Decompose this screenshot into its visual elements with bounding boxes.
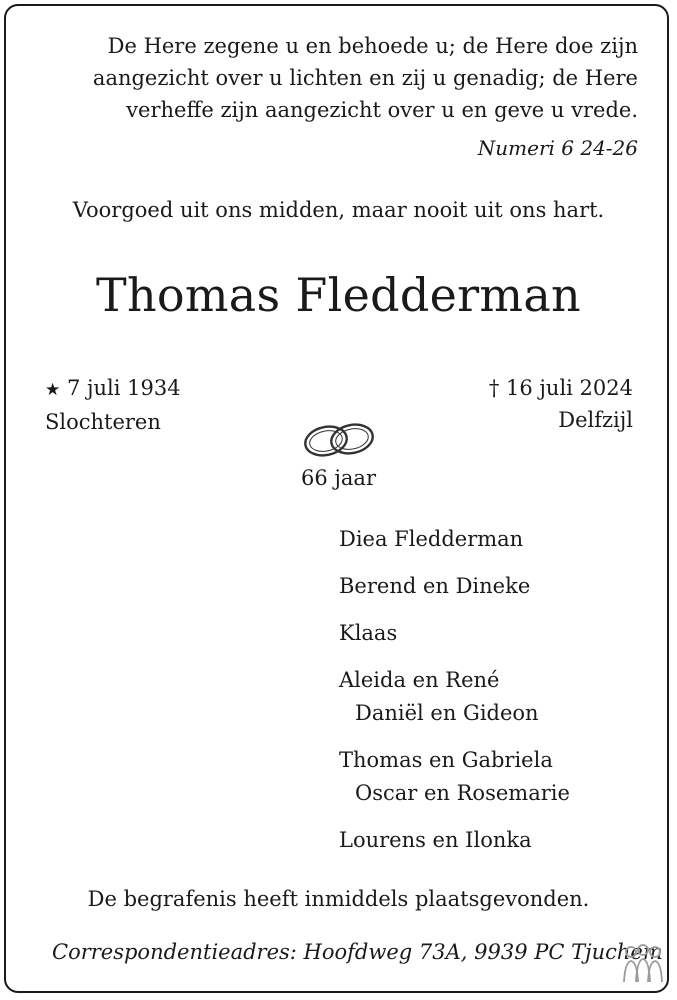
- list-item: [339, 617, 570, 650]
- bible-verse: [60, 30, 638, 126]
- birth-info: [45, 372, 181, 438]
- birth-date: 7 juli 1934: [66, 376, 181, 400]
- death-place: Delfzijl: [558, 408, 633, 432]
- family-member: Aleida en René: [339, 668, 500, 692]
- death-date: 16 juli 2024: [506, 376, 633, 400]
- verse-line: aangezicht over u lichten en zij u genadig; de Here: [92, 66, 638, 90]
- marriage-years: 66 jaar: [301, 466, 376, 490]
- verse-line: verheffe zijn aangezicht over u en geve u vrede.: [126, 98, 638, 122]
- motto: Voorgoed uit ons midden, maar nooit uit ons hart.: [72, 198, 605, 222]
- list-item: [339, 570, 570, 603]
- family-member: Berend en Dineke: [339, 574, 531, 598]
- list-item: [339, 664, 570, 730]
- people-logo-icon: [621, 944, 665, 990]
- funeral-note: De begrafenis heeft inmiddels plaatsgevonden.: [87, 887, 590, 911]
- list-item: [339, 824, 570, 857]
- cross-icon: †: [488, 376, 500, 400]
- correspondence-address: Correspondentieadres: Hoofdweg 73A, 9939 PC Tjuchem: [52, 940, 663, 964]
- family-member: Thomas en Gabriela: [339, 748, 553, 772]
- list-item: [339, 744, 570, 810]
- verse-line: De Here zegene u en behoede u; de Here doe zijn: [107, 34, 638, 58]
- family-member: Lourens en Ilonka: [339, 828, 532, 852]
- family-member: Diea Fledderman: [339, 527, 524, 551]
- grandchildren: Oscar en Rosemarie: [355, 781, 570, 805]
- deceased-name: Thomas Fledderman: [95, 268, 581, 322]
- star-icon: ★: [45, 380, 61, 400]
- death-info: [380, 372, 633, 436]
- family-member: Klaas: [339, 621, 398, 645]
- family-list: [339, 523, 570, 871]
- birth-place: Slochteren: [45, 410, 161, 434]
- list-item: [339, 523, 570, 556]
- grandchildren: Daniël en Gideon: [355, 701, 539, 725]
- wedding-rings-icon: [300, 418, 378, 466]
- verse-reference: Numeri 6 24-26: [477, 136, 638, 160]
